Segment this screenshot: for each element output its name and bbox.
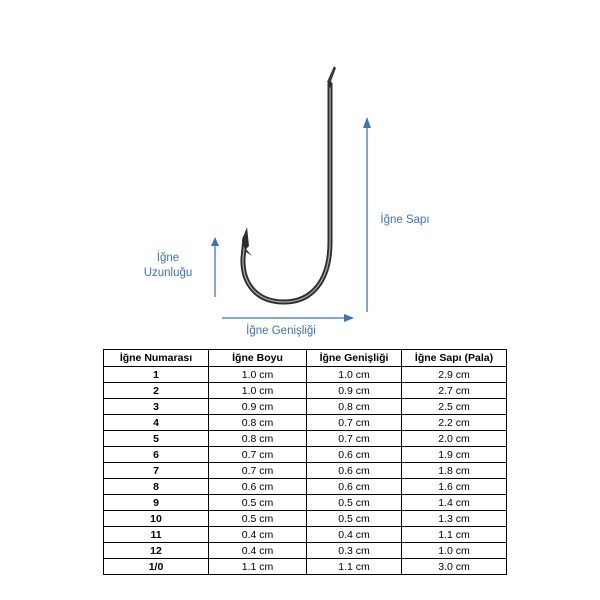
hook-shank-highlight <box>243 88 330 302</box>
cell-hook-shank: 1.9 cm <box>402 447 507 463</box>
table-row <box>104 527 507 543</box>
cell-hook-width: 0.5 cm <box>307 495 402 511</box>
fish-hook <box>242 66 336 302</box>
cell-hook-length: 0.5 cm <box>209 511 307 527</box>
header-hook-width: İğne Genişliği <box>307 350 402 367</box>
hook-size-table <box>103 349 507 575</box>
cell-hook-number: 3 <box>104 399 209 415</box>
cell-hook-length: 0.7 cm <box>209 463 307 479</box>
cell-hook-number: 2 <box>104 383 209 399</box>
cell-hook-width: 0.7 cm <box>307 415 402 431</box>
header-hook-shank: İğne Sapı (Pala) <box>402 350 507 367</box>
table-row <box>104 559 507 575</box>
cell-hook-width: 0.6 cm <box>307 479 402 495</box>
table-row <box>104 399 507 415</box>
cell-hook-number: 1 <box>104 367 209 383</box>
shank-arrow <box>363 117 371 312</box>
table-row <box>104 511 507 527</box>
table-row <box>104 495 507 511</box>
table-row <box>104 543 507 559</box>
length-arrow <box>211 237 219 297</box>
cell-hook-shank: 1.0 cm <box>402 543 507 559</box>
cell-hook-shank: 1.3 cm <box>402 511 507 527</box>
hook-eye <box>327 66 336 84</box>
cell-hook-number: 10 <box>104 511 209 527</box>
cell-hook-length: 0.4 cm <box>209 527 307 543</box>
table-row <box>104 415 507 431</box>
cell-hook-number: 7 <box>104 463 209 479</box>
cell-hook-length: 1.0 cm <box>209 367 307 383</box>
cell-hook-shank: 1.1 cm <box>402 527 507 543</box>
cell-hook-width: 0.6 cm <box>307 447 402 463</box>
cell-hook-width: 0.4 cm <box>307 527 402 543</box>
cell-hook-number: 8 <box>104 479 209 495</box>
hook-size-table-container <box>103 349 506 575</box>
cell-hook-length: 0.5 cm <box>209 495 307 511</box>
cell-hook-width: 0.9 cm <box>307 383 402 399</box>
table-row <box>104 367 507 383</box>
table-row <box>104 447 507 463</box>
cell-hook-number: 11 <box>104 527 209 543</box>
label-width: İğne Genişliği <box>246 325 316 337</box>
cell-hook-length: 1.1 cm <box>209 559 307 575</box>
cell-hook-length: 0.7 cm <box>209 447 307 463</box>
cell-hook-length: 0.8 cm <box>209 431 307 447</box>
cell-hook-number: 5 <box>104 431 209 447</box>
cell-hook-shank: 1.6 cm <box>402 479 507 495</box>
cell-hook-shank: 2.9 cm <box>402 367 507 383</box>
cell-hook-width: 0.8 cm <box>307 399 402 415</box>
cell-hook-length: 0.9 cm <box>209 399 307 415</box>
cell-hook-width: 1.0 cm <box>307 367 402 383</box>
label-length-line1: İğne <box>156 252 180 264</box>
cell-hook-shank: 3.0 cm <box>402 559 507 575</box>
cell-hook-shank: 2.7 cm <box>402 383 507 399</box>
cell-hook-number: 6 <box>104 447 209 463</box>
table-row <box>104 383 507 399</box>
header-hook-number: İğne Numarası <box>104 350 209 367</box>
label-length-line2: Uzunluğu <box>143 267 193 279</box>
cell-hook-shank: 2.2 cm <box>402 415 507 431</box>
table-row <box>104 479 507 495</box>
table-row <box>104 431 507 447</box>
header-hook-length: İğne Boyu <box>209 350 307 367</box>
cell-hook-width: 0.6 cm <box>307 463 402 479</box>
cell-hook-number: 12 <box>104 543 209 559</box>
cell-hook-width: 0.5 cm <box>307 511 402 527</box>
label-shank: İğne Sapı <box>380 214 430 226</box>
cell-hook-length: 0.6 cm <box>209 479 307 495</box>
cell-hook-length: 0.4 cm <box>209 543 307 559</box>
cell-hook-shank: 1.8 cm <box>402 463 507 479</box>
table-row <box>104 463 507 479</box>
cell-hook-number: 4 <box>104 415 209 431</box>
cell-hook-number: 1/0 <box>104 559 209 575</box>
width-arrow <box>222 314 354 322</box>
cell-hook-width: 0.3 cm <box>307 543 402 559</box>
cell-hook-width: 1.1 cm <box>307 559 402 575</box>
cell-hook-length: 1.0 cm <box>209 383 307 399</box>
table-header-row <box>104 350 507 367</box>
hook-shank-bend <box>243 84 330 302</box>
cell-hook-width: 0.7 cm <box>307 431 402 447</box>
cell-hook-shank: 2.5 cm <box>402 399 507 415</box>
cell-hook-number: 9 <box>104 495 209 511</box>
cell-hook-length: 0.8 cm <box>209 415 307 431</box>
cell-hook-shank: 2.0 cm <box>402 431 507 447</box>
cell-hook-shank: 1.4 cm <box>402 495 507 511</box>
